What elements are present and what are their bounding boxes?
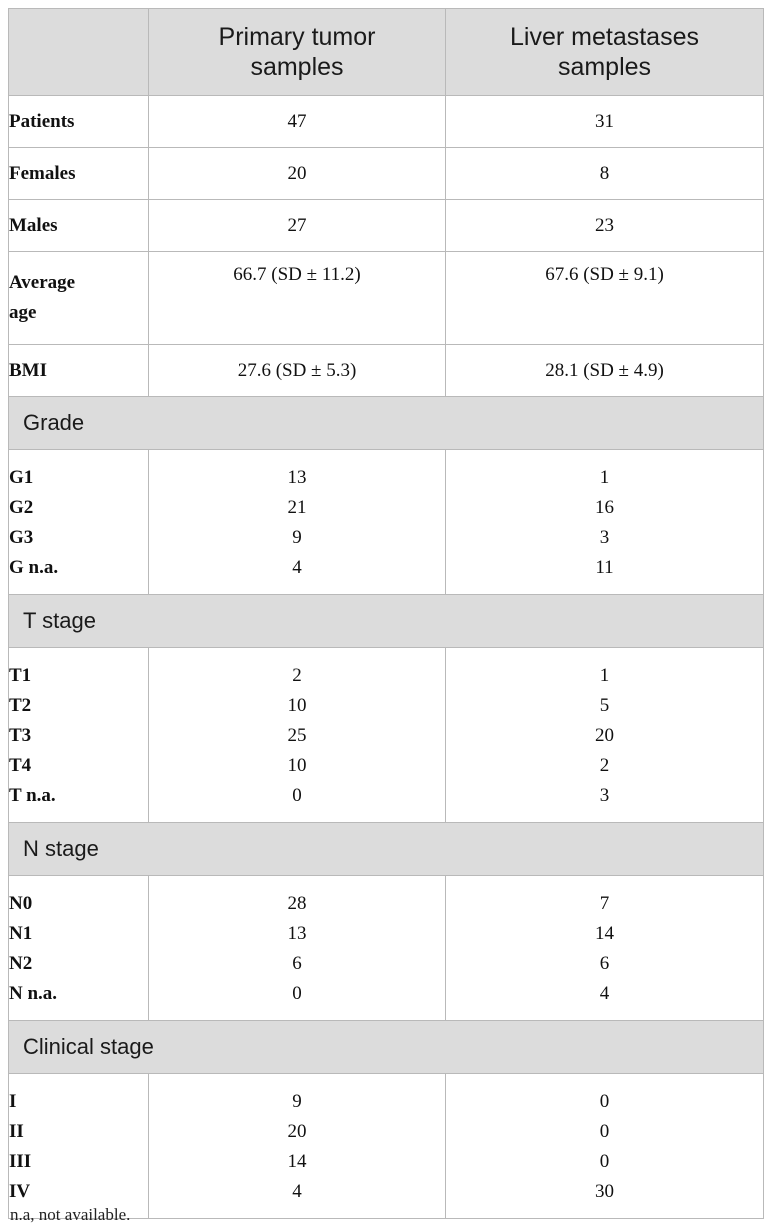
cell-liver: 2 — [599, 755, 610, 776]
row-label: T2 — [9, 695, 32, 716]
cell-primary: 14 — [287, 1151, 307, 1172]
group-primary — [149, 1074, 446, 1219]
cell-primary: 28 — [287, 893, 307, 914]
group-primary — [149, 450, 446, 595]
table-row-t-stage-group — [9, 648, 764, 823]
cell-primary: 10 — [287, 755, 307, 776]
cell-liver: 1 — [599, 467, 610, 488]
cell-primary: 21 — [287, 497, 307, 518]
row-label: IV — [9, 1181, 31, 1202]
row-label: G3 — [9, 527, 34, 548]
row-label: BMI — [9, 345, 149, 397]
cell-primary: 9 — [292, 1091, 302, 1112]
row-label: Patients — [9, 96, 149, 148]
cell-liver: 0 — [599, 1091, 610, 1112]
row-label: N2 — [9, 953, 33, 974]
section-header-grade — [9, 397, 764, 450]
cell-liver: 14 — [595, 923, 614, 944]
table-row-males — [9, 200, 764, 252]
cell-liver: 1 — [599, 665, 610, 686]
header-liver-metastases — [446, 9, 764, 96]
cell-liver: 31 — [446, 96, 764, 148]
cell-liver: 20 — [595, 725, 614, 746]
group-labels — [9, 450, 149, 595]
cell-liver: 3 — [599, 785, 610, 806]
cell-primary: 27 — [149, 200, 446, 252]
cell-liver: 3 — [599, 527, 610, 548]
cell-primary: 6 — [292, 953, 302, 974]
group-primary — [149, 876, 446, 1021]
section-title: N stage — [9, 823, 764, 876]
row-label: Males — [9, 200, 149, 252]
cell-primary: 13 — [287, 467, 307, 488]
section-title: Clinical stage — [9, 1021, 764, 1074]
row-label: T n.a. — [9, 785, 56, 806]
cell-liver: 7 — [599, 893, 610, 914]
cell-liver: 30 — [595, 1181, 614, 1202]
row-label: III — [9, 1151, 32, 1172]
row-label: Females — [9, 148, 149, 200]
row-label: G1 — [9, 467, 34, 488]
cell-liver: 4 — [599, 983, 610, 1004]
section-title: Grade — [9, 397, 764, 450]
section-title: T stage — [9, 595, 764, 648]
cell-liver: 11 — [595, 557, 614, 578]
cell-liver: 67.6 (SD ± 9.1) — [446, 252, 764, 345]
row-label: N1 — [9, 923, 33, 944]
group-liver — [446, 1074, 764, 1219]
cell-primary: 47 — [149, 96, 446, 148]
group-primary — [149, 648, 446, 823]
cell-liver: 23 — [446, 200, 764, 252]
row-label: N n.a. — [9, 983, 58, 1004]
cell-primary: 20 — [149, 148, 446, 200]
cell-primary: 13 — [287, 923, 307, 944]
table-row-females — [9, 148, 764, 200]
row-label: T4 — [9, 755, 32, 776]
cell-liver: 28.1 (SD ± 4.9) — [446, 345, 764, 397]
cell-primary: 9 — [292, 527, 302, 548]
cell-primary: 0 — [292, 983, 302, 1004]
row-label: I — [9, 1091, 17, 1112]
group-liver — [446, 648, 764, 823]
cell-primary: 4 — [292, 1181, 302, 1202]
header-primary-tumor — [149, 9, 446, 96]
cell-primary: 66.7 (SD ± 11.2) — [149, 252, 446, 345]
cell-liver: 8 — [446, 148, 764, 200]
cell-primary: 27.6 (SD ± 5.3) — [149, 345, 446, 397]
group-labels — [9, 648, 149, 823]
cell-primary: 10 — [287, 695, 307, 716]
row-label: N0 — [9, 893, 33, 914]
section-header-t-stage — [9, 595, 764, 648]
table-footnote: n.a, not available. — [10, 1205, 131, 1224]
cell-primary: 4 — [292, 557, 302, 578]
row-label: T1 — [9, 665, 32, 686]
table-row-patients — [9, 96, 764, 148]
group-liver — [446, 450, 764, 595]
table-row-clinical-stage-group — [9, 1074, 764, 1219]
header-liver-line-1: Liver metastases — [510, 23, 699, 51]
cell-liver: 0 — [599, 1121, 610, 1142]
row-label-line-1: Average — [9, 272, 76, 293]
cell-liver: 16 — [595, 497, 614, 518]
row-label: II — [9, 1121, 24, 1142]
row-label: G n.a. — [9, 557, 59, 578]
group-labels — [9, 1074, 149, 1219]
cell-primary: 20 — [287, 1121, 307, 1142]
cell-primary: 25 — [287, 725, 307, 746]
header-row — [9, 9, 764, 96]
cell-primary: 2 — [292, 665, 302, 686]
row-label-line-2: age — [9, 302, 37, 323]
patient-characteristics-table — [8, 8, 764, 1219]
cell-liver: 0 — [599, 1151, 610, 1172]
table-row-grade-group — [9, 450, 764, 595]
section-header-n-stage — [9, 823, 764, 876]
table-row-bmi — [9, 345, 764, 397]
group-liver — [446, 876, 764, 1021]
cell-liver: 5 — [599, 695, 610, 716]
header-liver-line-2: samples — [557, 53, 652, 81]
cell-liver: 6 — [599, 953, 610, 974]
row-label — [9, 252, 149, 345]
cell-primary: 0 — [292, 785, 302, 806]
row-label: T3 — [9, 725, 32, 746]
table-row-n-stage-group — [9, 876, 764, 1021]
table-row-average-age — [9, 252, 764, 345]
header-primary-line-2: samples — [250, 53, 344, 81]
row-label: G2 — [9, 497, 34, 518]
group-labels — [9, 876, 149, 1021]
header-corner — [9, 9, 149, 96]
section-header-clinical-stage — [9, 1021, 764, 1074]
header-primary-line-1: Primary tumor — [218, 23, 376, 51]
